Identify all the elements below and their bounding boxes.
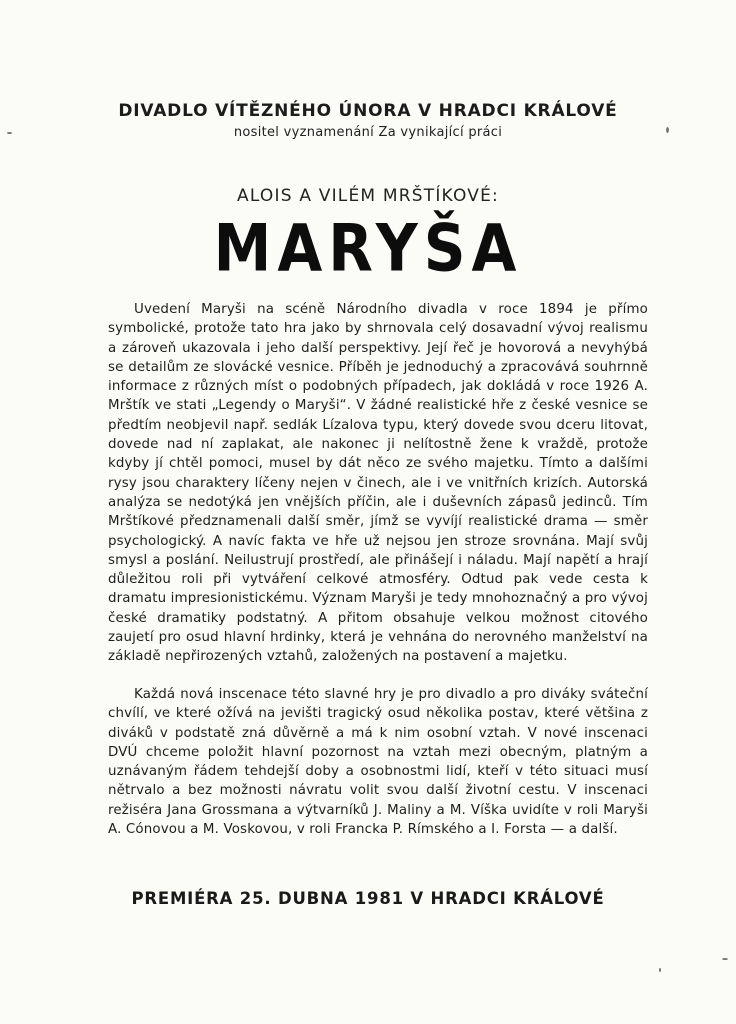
scan-speck xyxy=(659,968,661,972)
theatre-award-subtitle: nositel vyznamenání Za vynikající práci xyxy=(233,125,503,140)
play-title: MARYŠA xyxy=(213,210,523,287)
premiere-announcement: PREMIÉRA 25. DUBNA 1981 V HRADCI KRÁLOVÉ xyxy=(131,889,605,908)
paragraph-1-text: Uvedení Maryši na scéně Národního divadla v roce 1894 je přímo symbolické, protože tato hra jako by shrnovala celý dosavadní vývoj realismu a zároveň ukazovala i jeho další perspektivy. Její řeč je hovorová a nevyhýbá se detailům ze slovácké vesnice. Příběh je jednoduchý a zpracovává souhrnně informace z různých míst o podobných případech, jak dokládá v roce 1926 A. Mrštík ve stati „Legendy o Maryši“. V žádné realistické hře z české vesnice se předtím neobjevil např. sedlák Lízalova typu, který dovede svou dceru litovat, dovede nad ní zaplakat, ale nakonec ji nelítostně žene k vraždě, protože kdyby jí chtěl pomoci, musel by dát něco ze svého majetku. Tímto a dalšími rysy jsou charaktery líčeny nejen v činech, ale i ve vnitřních krizích. Autorská analýza se nedotýká jen vnějších příčin, ale i duševních zápasů jedinců. Tím Mrštíkové předznamenali další směr, jímž se vyvíjí realistické drama — směr psychologický. A navíc fakta ve hře už nejsou jen stroze srovnána. Mají svůj smysl a poslání. Neilustrují prostředí, ale přinášejí i náladu. Mají napětí a hrají důležitou roli při vytváření celkové atmosféry. Odtud pak vede cesta k dramatu impresionistickému. Význam Maryši je tedy mnohoznačný a pro vývoj české dramatiky podstatný. A přitom obsahuje velkou možnost citového zaujetí pro osud hlavní hrdinky, která je vehnána do nerovného manželství na základě nepřirozených vztahů, založených na postavení a majetku. xyxy=(108,302,648,665)
paragraph-2-text: Každá nová inscenace této slavné hry je pro divadlo a pro diváky sváteční chvílí, ve které ožívá na jevišti tragický osud několika postav, které většina z diváků v podstatě zná důvěrně a má k nim osobní vztah. V nové inscenaci DVÚ chceme položit hlavní pozornost na vztah mezi obecným, platným a uznávaným řádem tehdejší doby a osobnostmi lidí, kteří v této situaci musí nětrvalo a bez možnosti návratu volit svou další životní cestu. V inscenaci režiséra Jana Grossmana a výtvarníků J. Maliny a M. Víška uvidíte v roli Maryši A. Cónovou a M. Voskovou, v roli Francka P. Rímského a I. Forsta — a další. xyxy=(108,687,648,838)
body-paragraph-2 xyxy=(108,685,648,839)
body-paragraph-1 xyxy=(108,300,648,667)
play-authors: ALOIS A VILÉM MRŠTÍKOVÉ: xyxy=(237,186,499,206)
scan-speck xyxy=(666,127,669,133)
theatre-name-heading: DIVADLO VÍTĚZNÉHO ÚNORA V HRADCI KRÁLOVÉ xyxy=(118,101,618,121)
scan-speck xyxy=(7,132,12,134)
scan-speck xyxy=(722,958,728,960)
